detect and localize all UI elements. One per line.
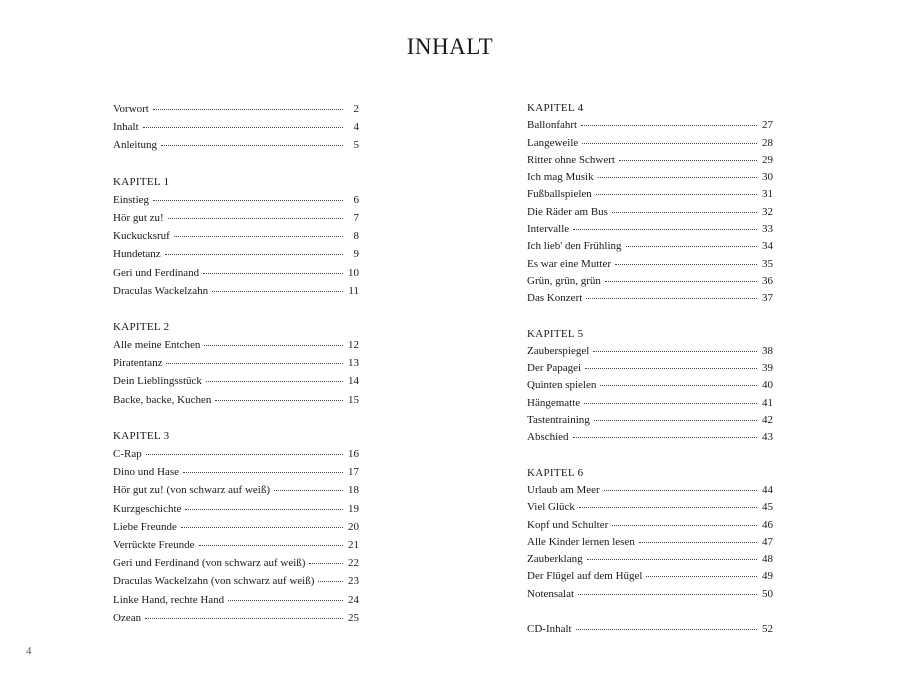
toc-section: [527, 326, 773, 447]
toc-entry-title: Backe, backe, Kuchen: [113, 393, 212, 406]
toc-entry[interactable]: [527, 360, 773, 377]
toc-entry[interactable]: [113, 245, 359, 263]
dot-leader: [612, 525, 757, 526]
toc-entry-title: Draculas Wackelzahn: [113, 284, 209, 297]
toc-entry[interactable]: [113, 391, 359, 409]
toc-entry[interactable]: [113, 336, 359, 354]
toc-entry-page-number: 23: [348, 575, 359, 588]
dot-leader: [604, 490, 757, 491]
toc-entry-title: Ritter ohne Schwert: [527, 153, 615, 166]
toc-entry-page-number: 39: [762, 362, 773, 375]
toc-entry[interactable]: [527, 621, 773, 638]
toc-entry-page-number: 38: [762, 344, 773, 357]
toc-entry-title: Liebe Freunde: [113, 520, 177, 533]
toc-entry[interactable]: [113, 609, 359, 627]
dot-leader: [576, 629, 757, 630]
toc-entry[interactable]: [113, 572, 359, 590]
toc-entry-page-number: 43: [762, 431, 773, 444]
dot-leader: [584, 403, 757, 404]
dot-leader: [143, 127, 343, 128]
toc-entry-title: Alle Kinder lernen lesen: [527, 535, 635, 548]
toc-entry-page-number: 30: [762, 171, 773, 184]
dot-leader: [598, 177, 757, 178]
toc-entry[interactable]: [113, 481, 359, 499]
dot-leader: [579, 507, 757, 508]
toc-entry-page-number: 49: [762, 570, 773, 583]
toc-entry-page-number: 40: [762, 379, 773, 392]
toc-entry[interactable]: [527, 169, 773, 186]
toc-entry-title: Zauberspiegel: [527, 344, 590, 357]
toc-entry[interactable]: [113, 191, 359, 209]
toc-entry-title: Die Räder am Bus: [527, 205, 608, 218]
toc-entry-title: Hundetanz: [113, 248, 161, 261]
toc-entry-title: Der Flügel auf dem Hügel: [527, 570, 643, 583]
dot-leader: [166, 363, 343, 364]
toc-entry-title: Der Papagei: [527, 362, 582, 375]
chapter-heading: KAPITEL 3: [113, 429, 170, 442]
toc-entry[interactable]: [113, 354, 359, 372]
toc-entry[interactable]: [527, 551, 773, 568]
toc-entry-page-number: 16: [348, 448, 359, 460]
dot-leader: [639, 542, 757, 543]
dot-leader: [573, 229, 757, 230]
dot-leader: [646, 576, 757, 577]
toc-entry-title: Ich mag Musik: [527, 171, 594, 184]
toc-entry[interactable]: [527, 412, 773, 429]
toc-entry[interactable]: [527, 343, 773, 360]
toc-entry[interactable]: [527, 186, 773, 203]
toc-entry-title: Das Konzert: [527, 292, 583, 305]
dot-leader: [274, 490, 343, 491]
dot-leader: [318, 581, 343, 582]
toc-entry[interactable]: [527, 273, 773, 290]
toc-entry-page-number: 13: [348, 357, 359, 370]
toc-entry-title: Vorwort: [113, 103, 149, 115]
dot-leader: [146, 454, 343, 455]
dot-leader: [593, 351, 757, 352]
toc-entry[interactable]: [527, 429, 773, 446]
toc-entry-page-number: 47: [762, 535, 773, 548]
toc-right-column: [527, 100, 773, 656]
toc-entry[interactable]: [113, 136, 359, 154]
toc-entry-page-number: 48: [762, 553, 773, 566]
toc-entry-page-number: 6: [353, 193, 359, 206]
toc-entry-page-number: 8: [353, 230, 359, 243]
toc-entry-page-number: 21: [348, 538, 359, 551]
toc-entry-title: C-Rap: [113, 448, 142, 460]
toc-entry-title: Intervalle: [527, 223, 570, 236]
toc-entry[interactable]: [527, 377, 773, 394]
toc-entry-title: Ich lieb' den Frühling: [527, 240, 622, 253]
dot-leader: [619, 160, 757, 161]
toc-entry-title: Hör gut zu! (von schwarz auf weiß): [113, 484, 270, 497]
toc-entry-title: Alle meine Entchen: [113, 339, 201, 352]
toc-entry-page-number: 17: [348, 466, 359, 479]
toc-entry[interactable]: [113, 536, 359, 554]
toc-entry-title: Tastentraining: [527, 414, 590, 427]
toc-entry-page-number: 41: [762, 396, 773, 409]
toc-entry[interactable]: [113, 227, 359, 245]
dot-leader: [600, 385, 757, 386]
toc-entry-page-number: 9: [353, 248, 359, 261]
toc-entry-title: Draculas Wackelzahn (von schwarz auf weiß): [113, 575, 315, 588]
toc-entry[interactable]: [527, 290, 773, 307]
toc-entry-title: Kurzgeschichte: [113, 502, 182, 515]
toc-entry[interactable]: [113, 209, 359, 227]
dot-leader: [203, 273, 343, 274]
toc-entry-title: Hängematte: [527, 396, 581, 409]
toc-entry[interactable]: [527, 256, 773, 273]
chapter-heading: KAPITEL 2: [113, 320, 170, 333]
toc-section: [113, 427, 359, 627]
toc-entry-page-number: 15: [348, 393, 359, 406]
dot-leader: [586, 298, 757, 299]
toc-entry-title: Ballonfahrt: [527, 119, 578, 132]
toc-entry[interactable]: [527, 221, 773, 238]
toc-entry-page-number: 22: [348, 557, 359, 570]
dot-leader: [309, 563, 343, 564]
dot-leader: [199, 545, 343, 546]
toc-entry-page-number: 45: [762, 501, 773, 514]
toc-entry-page-number: 5: [353, 139, 359, 152]
toc-section: [527, 465, 773, 603]
toc-entry-page-number: 37: [762, 292, 773, 305]
chapter-heading: KAPITEL 5: [527, 327, 584, 340]
toc-entry-page-number: 50: [762, 587, 773, 600]
toc-entry-title: Hör gut zu!: [113, 211, 164, 224]
toc-entry[interactable]: [113, 518, 359, 536]
dot-leader: [626, 246, 757, 247]
dot-leader: [212, 291, 343, 292]
toc-entry[interactable]: [527, 135, 773, 152]
toc-entry-page-number: 10: [348, 266, 359, 279]
dot-leader: [596, 194, 757, 195]
toc-entry-title: Dein Lieblingsstück: [113, 375, 202, 388]
toc-entry-page-number: 33: [762, 223, 773, 236]
dot-leader: [585, 368, 757, 369]
dot-leader: [174, 236, 343, 237]
dot-leader: [204, 345, 343, 346]
toc-section: [113, 318, 359, 409]
toc-entry[interactable]: [113, 100, 359, 118]
dot-leader: [578, 594, 757, 595]
toc-entry-page-number: 42: [762, 414, 773, 427]
toc-entry[interactable]: [527, 117, 773, 134]
toc-entry-title: Kuckucksruf: [113, 230, 170, 243]
dot-leader: [153, 200, 343, 201]
dot-leader: [612, 212, 757, 213]
dot-leader: [582, 143, 757, 144]
dot-leader: [161, 145, 343, 146]
toc-entry-page-number: 24: [348, 593, 359, 606]
toc-entry[interactable]: [113, 554, 359, 572]
toc-entry-page-number: 2: [353, 103, 359, 115]
toc-entry-page-number: 46: [762, 518, 773, 531]
toc-entry-title: Inhalt: [113, 121, 139, 134]
page-number: 4: [26, 645, 32, 657]
toc-entry-page-number: 35: [762, 257, 773, 270]
toc-entry[interactable]: [113, 282, 359, 300]
toc-entry-title: Grün, grün, grün: [527, 274, 601, 287]
toc-section: [113, 100, 359, 155]
toc-entry[interactable]: [527, 517, 773, 534]
toc-entry[interactable]: [113, 445, 359, 463]
toc-entry-title: Langeweile: [527, 136, 579, 149]
toc-entry[interactable]: [527, 499, 773, 516]
toc-entry-title: Es war eine Mutter: [527, 257, 611, 270]
toc-entry-title: Notensalat: [527, 587, 575, 600]
dot-leader: [153, 109, 343, 110]
toc-entry-title: Viel Glück: [527, 501, 575, 514]
toc-entry-title: Fußballspielen: [527, 188, 592, 201]
toc-entry-page-number: 4: [353, 121, 359, 134]
dot-leader: [228, 600, 343, 601]
toc-entry[interactable]: [527, 152, 773, 169]
toc-entry[interactable]: [527, 534, 773, 551]
toc-entry[interactable]: [113, 372, 359, 390]
toc-entry-title: Piratentanz: [113, 357, 163, 370]
dot-leader: [215, 400, 343, 401]
toc-entry-title: Verrückte Freunde: [113, 538, 195, 551]
dot-leader: [587, 559, 757, 560]
toc-entry-page-number: 29: [762, 153, 773, 166]
toc-entry-page-number: 11: [348, 284, 359, 297]
toc-entry-page-number: 44: [762, 483, 773, 496]
toc-entry-page-number: 34: [762, 240, 773, 253]
toc-entry[interactable]: [527, 568, 773, 585]
dot-leader: [168, 218, 343, 219]
dot-leader: [165, 254, 343, 255]
dot-leader: [573, 437, 757, 438]
dot-leader: [615, 264, 757, 265]
toc-entry[interactable]: [113, 264, 359, 282]
toc-entry[interactable]: [527, 204, 773, 221]
dot-leader: [206, 381, 343, 382]
toc-entry-page-number: 32: [762, 205, 773, 218]
chapter-heading: KAPITEL 1: [113, 175, 170, 188]
dot-leader: [581, 125, 757, 126]
toc-entry-page-number: 31: [762, 188, 773, 201]
toc-entry-title: Geri und Ferdinand (von schwarz auf weiß): [113, 557, 306, 570]
toc-entry-title: Linke Hand, rechte Hand: [113, 593, 225, 606]
toc-entry-page-number: 20: [348, 520, 359, 533]
dot-leader: [605, 281, 757, 282]
toc-entry-title: Einstieg: [113, 193, 150, 206]
toc-entry[interactable]: [113, 591, 359, 609]
toc-entry-page-number: 18: [348, 484, 359, 497]
toc-section: [113, 173, 359, 300]
toc-entry-page-number: 27: [762, 119, 773, 132]
toc-entry[interactable]: [113, 118, 359, 136]
toc-entry-title: Zauberklang: [527, 553, 583, 566]
toc-entry-page-number: 12: [348, 339, 359, 352]
toc-entry-title: Abschied: [527, 431, 569, 444]
toc-entry[interactable]: [113, 463, 359, 481]
toc-entry-title: Quinten spielen: [527, 379, 597, 392]
page-title: INHALT: [406, 34, 494, 59]
toc-entry[interactable]: [527, 238, 773, 255]
toc-entry-title: Dino und Hase: [113, 466, 179, 479]
toc-left-column: [113, 100, 359, 645]
toc-entry-page-number: 52: [762, 623, 773, 636]
dot-leader: [145, 618, 343, 619]
toc-section: [527, 100, 773, 308]
toc-entry[interactable]: [527, 586, 773, 603]
toc-entry-title: Geri und Ferdinand: [113, 266, 200, 279]
dot-leader: [183, 472, 343, 473]
toc-entry-title: CD-Inhalt: [527, 623, 572, 636]
dot-leader: [594, 420, 757, 421]
toc-entry[interactable]: [113, 500, 359, 518]
toc-entry-title: Kopf und Schulter: [527, 518, 609, 531]
dot-leader: [185, 509, 343, 510]
toc-entry-page-number: 28: [762, 136, 773, 149]
toc-entry-page-number: 36: [762, 274, 773, 287]
toc-entry-title: Urlaub am Meer: [527, 483, 600, 496]
toc-entry[interactable]: [527, 482, 773, 499]
toc-entry[interactable]: [527, 395, 773, 412]
toc-entry-page-number: 7: [353, 211, 359, 224]
toc-entry-page-number: 14: [348, 375, 359, 388]
toc-entry-title: Ozean: [113, 611, 142, 624]
toc-entry-page-number: 19: [348, 502, 359, 515]
toc-section: [527, 621, 773, 638]
toc-entry-page-number: 25: [348, 611, 359, 624]
toc-entry-title: Anleitung: [113, 139, 157, 152]
chapter-heading: KAPITEL 6: [527, 466, 584, 479]
chapter-heading: KAPITEL 4: [527, 102, 584, 114]
dot-leader: [181, 527, 343, 528]
